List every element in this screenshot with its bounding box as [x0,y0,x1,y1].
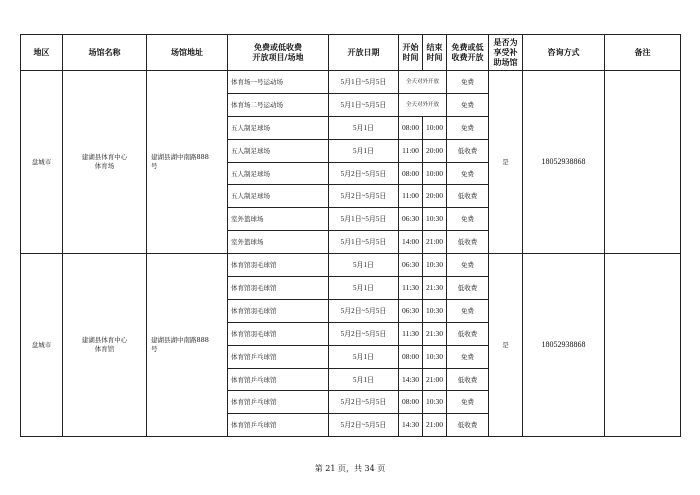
open-date-cell: 5月2日~5月5日 [329,322,399,345]
project-cell: 五人制足球场 [228,116,329,139]
project-cell: 室外篮球场 [228,231,329,254]
fee-cell: 免费 [447,93,489,116]
table-body [21,71,681,437]
end-time-cell: 21:00 [423,368,447,391]
open-date-cell: 5月1日 [329,368,399,391]
fee-cell: 免费 [447,71,489,94]
fee-cell: 低收费 [447,185,489,208]
venue-address-cell: 建湖县湖中南路888 号 [147,254,228,437]
start-time-cell: 11:30 [399,277,423,300]
open-date-cell: 5月1日 [329,277,399,300]
start-time-cell: 11:00 [399,185,423,208]
venue-name-cell: 建湖县体育中心 体育馆 [63,254,147,437]
fee-cell: 免费 [447,208,489,231]
start-time-cell: 14:30 [399,368,423,391]
open-date-cell: 5月2日~5月5日 [329,414,399,437]
open-date-cell: 5月1日 [329,116,399,139]
start-time-cell: 11:30 [399,322,423,345]
end-time-cell: 10:30 [423,254,447,277]
project-cell: 体育馆乒乓球馆 [228,391,329,414]
project-cell: 室外篮球场 [228,208,329,231]
project-cell: 体育馆乒乓球馆 [228,345,329,368]
end-time-cell: 10:30 [423,345,447,368]
fee-cell: 免费 [447,345,489,368]
open-date-cell: 5月1日~5月5日 [329,71,399,94]
header-venue-name: 场馆名称 [63,35,147,71]
fee-cell: 低收费 [447,231,489,254]
fee-cell: 低收费 [447,368,489,391]
project-cell: 五人制足球场 [228,139,329,162]
table-row [21,254,681,277]
end-time-cell: 21:30 [423,322,447,345]
contact-cell: 18052938868 [523,254,605,437]
start-time-cell: 06:30 [399,299,423,322]
end-time-cell: 10:30 [423,208,447,231]
fee-cell: 免费 [447,116,489,139]
open-date-cell: 5月1日 [329,254,399,277]
project-cell: 体育场二号运动场 [228,93,329,116]
fee-cell: 免费 [447,254,489,277]
subsidy-cell: 是 [489,254,523,437]
notes-cell [605,254,681,437]
subsidy-cell: 是 [489,71,523,254]
start-time-cell: 14:30 [399,414,423,437]
open-date-cell: 5月1日 [329,139,399,162]
end-time-cell: 10:00 [423,162,447,185]
end-time-cell: 10:00 [423,116,447,139]
header-end-time: 结束 时间 [423,35,447,71]
fee-cell: 低收费 [447,277,489,300]
start-time-cell: 08:00 [399,391,423,414]
header-notes: 备注 [605,35,681,71]
project-cell: 体育场一号运动场 [228,71,329,94]
venue-name-cell: 建湖县体育中心 体育场 [63,71,147,254]
end-time-cell: 10:30 [423,299,447,322]
header-fee: 免费或低 收费开放 [447,35,489,71]
end-time-cell: 10:30 [423,391,447,414]
region-cell: 盘城市 [21,254,63,437]
end-time-cell: 20:00 [423,139,447,162]
end-time-cell: 21:00 [423,414,447,437]
start-time-cell: 14:00 [399,231,423,254]
project-cell: 体育馆羽毛球馆 [228,277,329,300]
project-cell: 五人制足球场 [228,162,329,185]
header-open-date: 开放日期 [329,35,399,71]
header-subsidy: 是否为 享受补 助场馆 [489,35,523,71]
start-time-cell: 08:00 [399,345,423,368]
page-footer: 第 21 页，共 34 页 [314,464,386,473]
fee-cell: 低收费 [447,322,489,345]
notes-cell [605,71,681,254]
all-day-cell: 全天对外开放 [399,71,447,94]
start-time-cell: 11:00 [399,139,423,162]
start-time-cell: 08:00 [399,162,423,185]
open-date-cell: 5月1日 [329,345,399,368]
project-cell: 五人制足球场 [228,185,329,208]
project-cell: 体育馆羽毛球馆 [228,254,329,277]
header-row [21,35,681,71]
start-time-cell: 06:30 [399,208,423,231]
fee-cell: 低收费 [447,414,489,437]
start-time-cell: 08:00 [399,116,423,139]
venue-address-cell: 建湖县湖中南路888 号 [147,71,228,254]
open-date-cell: 5月2日~5月5日 [329,391,399,414]
open-date-cell: 5月1日~5月5日 [329,208,399,231]
end-time-cell: 20:00 [423,185,447,208]
fee-cell: 免费 [447,391,489,414]
open-date-cell: 5月1日~5月5日 [329,231,399,254]
open-date-cell: 5月2日~5月5日 [329,162,399,185]
open-date-cell: 5月1日~5月5日 [329,93,399,116]
header-venue-address: 场馆地址 [147,35,228,71]
contact-cell: 18052938868 [523,71,605,254]
venue-schedule-sheet [20,34,680,430]
end-time-cell: 21:00 [423,231,447,254]
project-cell: 体育馆乒乓球馆 [228,368,329,391]
end-time-cell: 21:30 [423,277,447,300]
all-day-cell: 全天对外开放 [399,93,447,116]
header-region: 地区 [21,35,63,71]
table-row [21,71,681,94]
fee-cell: 免费 [447,162,489,185]
open-date-cell: 5月2日~5月5日 [329,185,399,208]
header-project: 免费或低收费 开放项目/场地 [228,35,329,71]
header-contact: 咨询方式 [523,35,605,71]
region-cell: 盘城市 [21,71,63,254]
fee-cell: 免费 [447,299,489,322]
project-cell: 体育馆羽毛球馆 [228,299,329,322]
start-time-cell: 06:30 [399,254,423,277]
project-cell: 体育馆乒乓球馆 [228,414,329,437]
open-date-cell: 5月2日~5月5日 [329,299,399,322]
project-cell: 体育馆羽毛球馆 [228,322,329,345]
header-start-time: 开始 时间 [399,35,423,71]
venue-table [20,34,681,437]
fee-cell: 低收费 [447,139,489,162]
